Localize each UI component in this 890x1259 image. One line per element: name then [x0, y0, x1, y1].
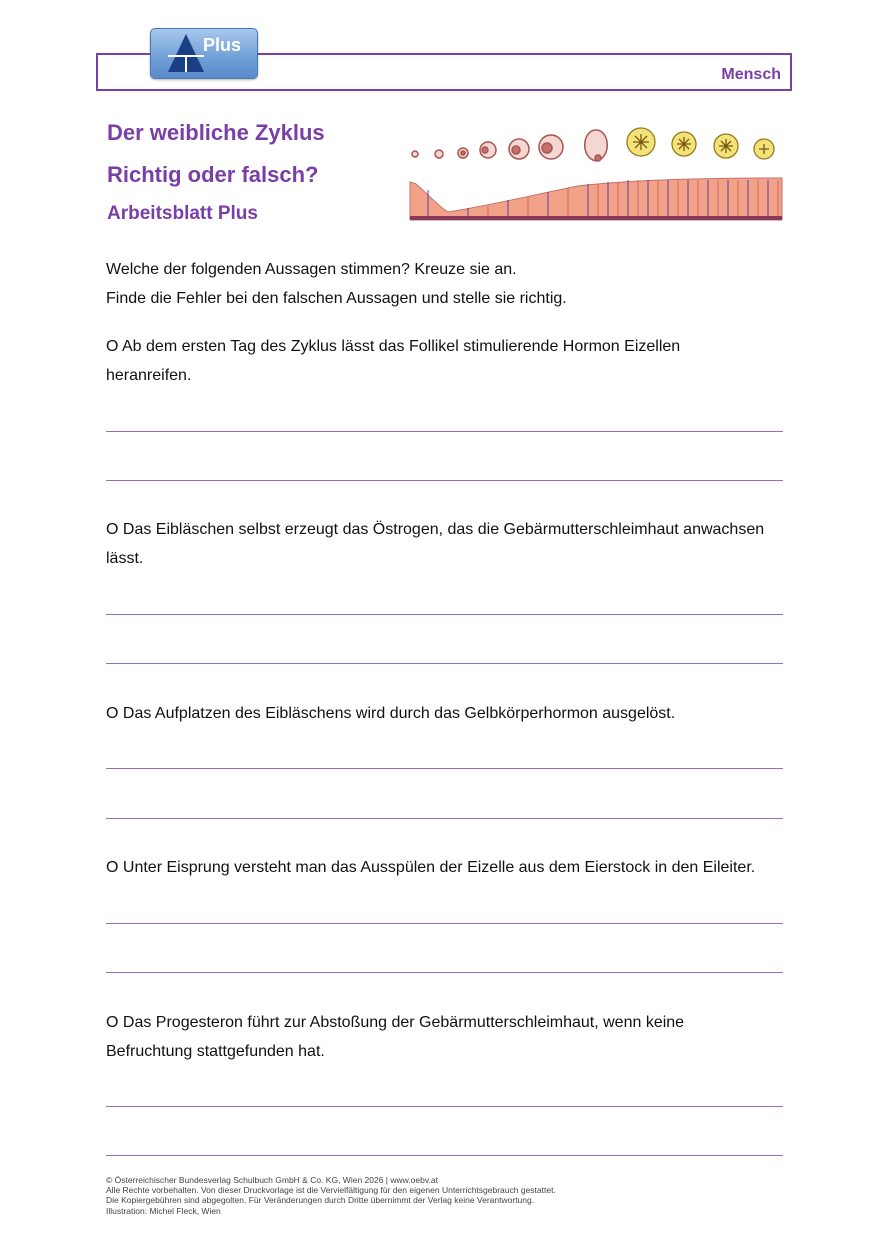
footer — [106, 1175, 556, 1216]
worksheet-title: Der weibliche Zyklus — [107, 120, 325, 145]
footer-copyright: © Österreichischer Bundesverlag Schulbuch GmbH & Co. KG, Wien 2026 | www.oebv.at — [106, 1175, 438, 1185]
instruction-line-2: Finde die Fehler bei den falschen Aussagen und stelle sie richtig. — [106, 290, 567, 307]
statement-3-line-1: O Das Aufplatzen des Eibläschens wird durch das Gelbkörperhormon ausgelöst. — [106, 705, 676, 722]
answer-line[interactable] — [106, 972, 783, 973]
answer-line[interactable] — [106, 818, 783, 819]
worksheet-type: Arbeitsblatt Plus — [107, 203, 258, 224]
answer-line[interactable] — [106, 663, 783, 664]
footer-illustration-credit: Illustration: Michel Fleck, Wien — [106, 1205, 221, 1216]
subject-label: Mensch — [721, 66, 781, 83]
statement-1-line-1: O Ab dem ersten Tag des Zyklus lässt das Follikel stimulierende Hormon Eizellen — [106, 338, 681, 355]
statement-5-line-2: Befruchtung stattgefunden hat. — [106, 1043, 325, 1060]
answer-line[interactable] — [106, 480, 783, 481]
follicle-sequence-icon — [412, 130, 607, 161]
answer-line[interactable] — [106, 614, 783, 615]
triangle-logo-icon — [167, 32, 205, 74]
answer-line[interactable] — [106, 431, 783, 432]
logo-text: Plus — [203, 35, 242, 55]
instruction-line-1: Welche der folgenden Aussagen stimmen? Kreuze sie an. — [106, 261, 517, 278]
answer-line[interactable] — [106, 1106, 783, 1107]
endometrium-icon — [410, 178, 782, 220]
answer-line[interactable] — [106, 923, 783, 924]
footer-rights: Alle Rechte vorbehalten. Von dieser Druckvorlage ist die Vervielfältigung für den eigenen Unterrichtsgebrauch gestattet. — [106, 1185, 556, 1196]
statement-2-line-2: lässt. — [106, 550, 144, 567]
answer-line[interactable] — [106, 1155, 783, 1156]
statement-2-line-1: O Das Eibläschen selbst erzeugt das Östrogen, das die Gebärmutterschleimhaut anwachsen — [106, 521, 765, 538]
footer-fees: Die Kopiergebühren sind abgegolten. Für Veränderungen durch Dritte übernimmt der Verlag keine Verantwortung. — [106, 1195, 535, 1206]
statement-1-line-2: heranreifen. — [106, 367, 192, 384]
statement-4-line-1: O Unter Eisprung versteht man das Ausspülen der Eizelle aus dem Eierstock in den Eileiter. — [106, 859, 756, 876]
statement-5-line-1: O Das Progesteron führt zur Abstoßung der Gebärmutterschleimhaut, wenn keine — [106, 1014, 685, 1031]
worksheet-subtitle: Richtig oder falsch? — [107, 162, 319, 187]
answer-line[interactable] — [106, 768, 783, 769]
corpus-luteum-icon — [627, 128, 774, 159]
plus-logo — [150, 28, 258, 79]
cycle-illustration — [408, 120, 784, 224]
